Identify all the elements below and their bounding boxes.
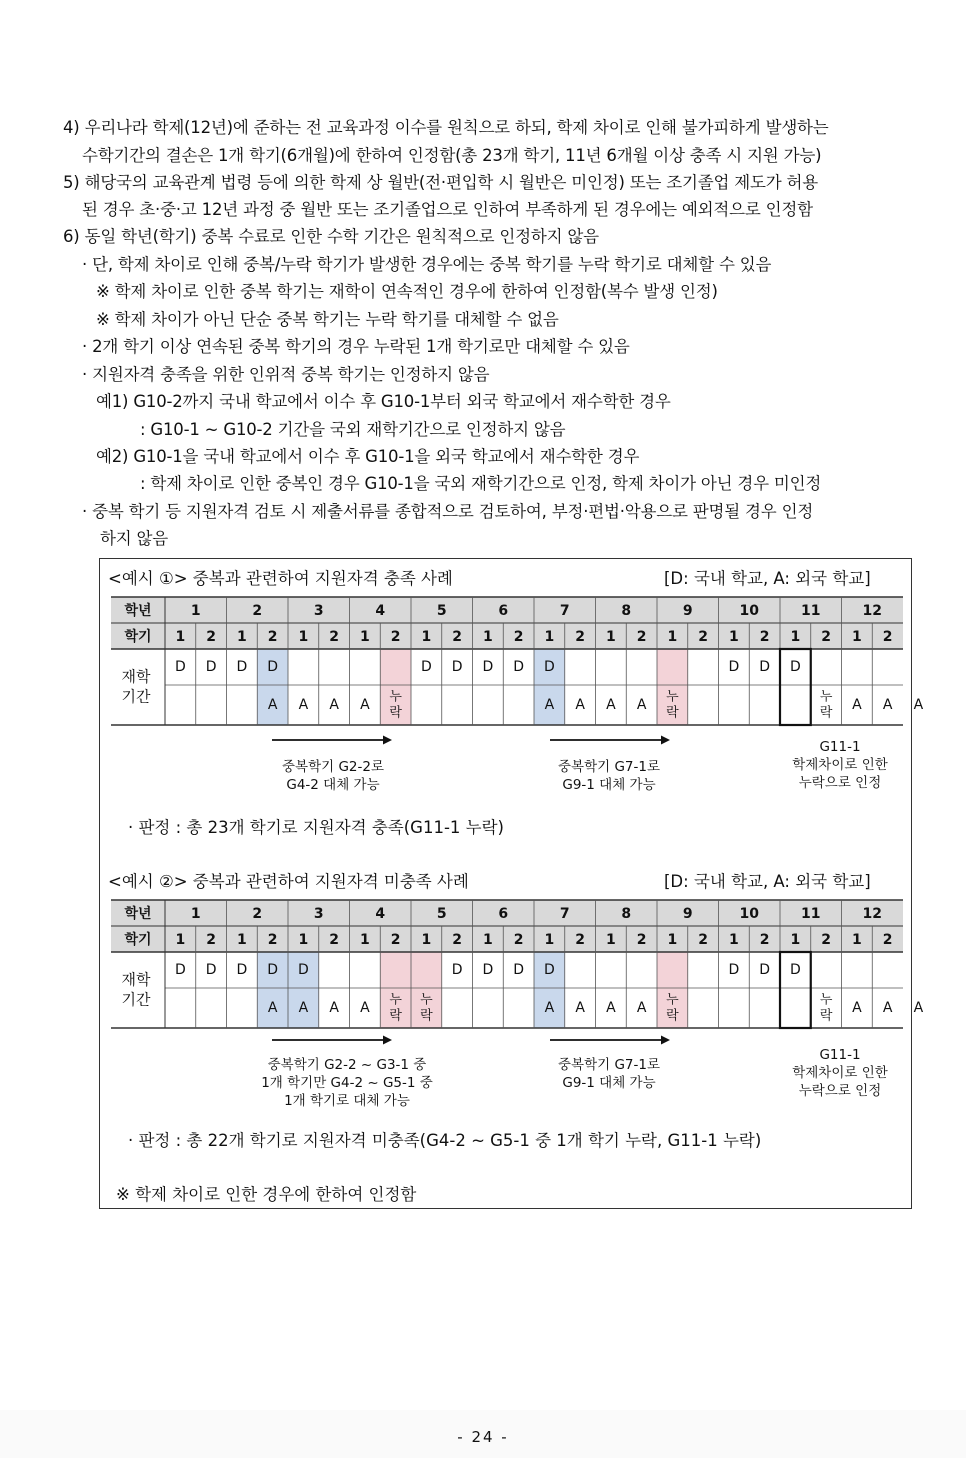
- abroad-mark: A: [298, 697, 309, 713]
- example-2-arrow-2-head: [661, 1036, 670, 1045]
- grade-number: 4: [375, 603, 386, 619]
- missing-mark: 누: [389, 689, 402, 705]
- semester-number: 1: [852, 932, 862, 948]
- domestic-mark: D: [513, 962, 525, 978]
- example-2-legend: [D: 국내 학교, A: 외국 학교]: [664, 872, 871, 891]
- domestic-mark: D: [236, 659, 248, 675]
- semester-number: 1: [175, 629, 186, 645]
- body-line-12: : G10-1 ~ G10-2 기간을 국외 재학기간으로 인정하지 않음: [140, 420, 566, 439]
- example-2-verdict: · 판정 : 총 22개 학기로 지원자격 미충족(G4-2 ~ G5-1 중 1개 학기 누락, G11-1 누락): [128, 1131, 762, 1150]
- domestic-mark: D: [513, 659, 525, 675]
- semester-label: 학기: [124, 629, 152, 645]
- semester-number: 1: [790, 629, 801, 645]
- grade-number: 5: [436, 603, 447, 619]
- domestic-mark: D: [174, 659, 186, 675]
- semester-number: 2: [759, 932, 770, 948]
- semester-number: 1: [237, 932, 247, 948]
- semester-number: 2: [329, 932, 339, 948]
- semester-number: 1: [667, 629, 678, 645]
- domestic-mark: D: [267, 659, 279, 675]
- grade-number: 9: [682, 906, 693, 922]
- example-1-title: <예시 ①> 중복과 관련하여 지원자격 충족 사례: [108, 569, 453, 588]
- domestic-mark: D: [420, 659, 432, 675]
- semester-number: 2: [267, 629, 278, 645]
- domestic-mark: D: [728, 962, 740, 978]
- grade-label: 학년: [124, 603, 152, 619]
- body-line-7: ※ 학제 차이로 인한 중복 학기는 재학이 연속적인 경우에 한하여 인정함(복수 발생 인정): [96, 282, 718, 301]
- grade-number: 11: [801, 906, 821, 922]
- abroad-mark: A: [575, 1000, 585, 1016]
- body-line-8: ※ 학제 차이가 아닌 단순 중복 학기는 누락 학기를 대체할 수 없음: [96, 310, 559, 329]
- semester-label: 학기: [124, 932, 152, 948]
- abroad-mark: A: [298, 1000, 309, 1016]
- abroad-mark: A: [329, 1000, 339, 1016]
- footnote: ※ 학제 차이로 인한 경우에 한하여 인정함: [116, 1185, 417, 1204]
- semester-number: 1: [606, 629, 616, 645]
- missing-mark: 누: [819, 992, 833, 1008]
- enrolled-label: 재학: [121, 667, 151, 686]
- grade-number: 7: [559, 906, 570, 922]
- semester-number: 2: [759, 629, 770, 645]
- example-2-caption-1: 중복학기 G2-2 ~ G3-1 중 1개 학기만 G4-2 ~ G5-1 중 1개 학기로 대체 가능: [261, 1057, 433, 1109]
- missing-mark: 락: [666, 1008, 679, 1024]
- semester-number: 1: [483, 932, 493, 948]
- example-2-title: <예시 ②> 중복과 관련하여 지원자격 미충족 사례: [108, 872, 469, 891]
- missing-mark: 누: [389, 992, 402, 1008]
- grade-number: 2: [252, 603, 263, 619]
- grade-label: 학년: [124, 906, 152, 922]
- semester-number: 2: [575, 629, 585, 645]
- grade-number: 6: [498, 603, 509, 619]
- semester-number: 2: [821, 932, 831, 948]
- body-line-16: 하지 않음: [100, 529, 169, 548]
- page-number: - 24 -: [457, 1428, 509, 1446]
- body-line-9: · 2개 학기 이상 연속된 중복 학기의 경우 누락된 1개 학기로만 대체할 수 있음: [82, 337, 630, 356]
- abroad-mark: A: [267, 1000, 278, 1016]
- domestic-mark: D: [759, 962, 771, 978]
- semester-number: 1: [360, 629, 370, 645]
- grade-number: 9: [682, 603, 693, 619]
- grade-number: 12: [862, 603, 882, 619]
- example-1-arrow-2-head: [661, 736, 670, 745]
- semester-number: 1: [544, 932, 555, 948]
- missing-mark: 누: [666, 689, 679, 705]
- semester-number: 2: [206, 629, 216, 645]
- grade-number: 8: [621, 906, 632, 922]
- domestic-mark: D: [482, 659, 494, 675]
- domestic-mark: D: [451, 962, 463, 978]
- semester-number: 1: [298, 629, 309, 645]
- missing-mark: 누: [666, 992, 679, 1008]
- abroad-mark: A: [882, 697, 893, 713]
- abroad-mark: A: [606, 697, 616, 713]
- body-line-14: : 학제 차이로 인한 중복인 경우 G10-1을 국외 재학기간으로 인정, 학제 차이가 아닌 경우 미인정: [140, 474, 822, 493]
- grade-number: 11: [801, 603, 821, 619]
- semester-number: 1: [852, 629, 862, 645]
- semester-number: 1: [544, 629, 555, 645]
- domestic-mark: D: [174, 962, 186, 978]
- example-1-legend: [D: 국내 학교, A: 외국 학교]: [664, 569, 871, 588]
- domestic-mark: D: [236, 962, 248, 978]
- missing-mark: 락: [819, 705, 833, 721]
- semester-number: 2: [882, 629, 893, 645]
- example-2-arrow-1-head: [383, 1036, 392, 1045]
- grade-number: 1: [190, 906, 201, 922]
- semester-number: 1: [790, 932, 801, 948]
- semester-number: 1: [421, 629, 432, 645]
- abroad-mark: A: [544, 1000, 555, 1016]
- semester-number: 2: [575, 932, 585, 948]
- domestic-mark: D: [482, 962, 494, 978]
- domestic-mark: D: [205, 962, 217, 978]
- abroad-mark: A: [913, 1000, 924, 1016]
- abroad-mark: A: [852, 697, 862, 713]
- example-2-caption-3: G11-1 학제차이로 인한 누락으로 인정: [792, 1047, 888, 1099]
- body-line-5: 6) 동일 학년(학기) 중복 수료로 인한 수학 기간은 원칙적으로 인정하지 않음: [63, 227, 599, 246]
- grade-number: 5: [436, 906, 447, 922]
- abroad-mark: A: [575, 697, 585, 713]
- example-1-caption-3: G11-1 학제차이로 인한 누락으로 인정: [792, 739, 888, 791]
- semester-number: 1: [298, 932, 309, 948]
- semester-number: 2: [513, 932, 524, 948]
- semester-number: 1: [483, 629, 493, 645]
- domestic-mark: D: [728, 659, 740, 675]
- semester-number: 1: [606, 932, 616, 948]
- missing-mark: 락: [389, 1008, 402, 1024]
- grade-number: 12: [862, 906, 882, 922]
- semester-number: 2: [513, 629, 524, 645]
- abroad-mark: A: [267, 697, 278, 713]
- grade-number: 10: [739, 603, 759, 619]
- body-line-4: 된 경우 초·중·고 12년 과정 중 월반 또는 조기졸업으로 인하여 부족하게 된 경우에는 예외적으로 인정함: [82, 200, 813, 219]
- domestic-mark: D: [205, 659, 217, 675]
- semester-number: 2: [390, 932, 401, 948]
- enrolled-label: 기간: [121, 687, 151, 706]
- body-line-2: 수학기간의 결손은 1개 학기(6개월)에 한하여 인정함(총 23개 학기, 11년 6개월 이상 충족 시 지원 가능): [82, 146, 822, 165]
- missing-mark: 락: [389, 705, 402, 721]
- semester-number: 2: [452, 629, 462, 645]
- missing-mark: 락: [420, 1008, 433, 1024]
- abroad-mark: A: [606, 1000, 616, 1016]
- grade-number: 10: [739, 906, 759, 922]
- semester-number: 2: [698, 629, 708, 645]
- semester-number: 1: [729, 629, 739, 645]
- body-line-10: · 지원자격 충족을 위한 인위적 중복 학기는 인정하지 않음: [82, 365, 490, 384]
- grade-number: 7: [559, 603, 570, 619]
- body-line-15: · 중복 학기 등 지원자격 검토 시 제출서류를 종합적으로 검토하여, 부정·편법·악용으로 판명될 경우 인정: [82, 502, 814, 521]
- semester-number: 1: [360, 932, 370, 948]
- enrolled-label: 기간: [121, 990, 151, 1009]
- semester-number: 2: [821, 629, 831, 645]
- semester-number: 2: [329, 629, 339, 645]
- missing-mark: 락: [666, 705, 679, 721]
- semester-number: 2: [636, 629, 647, 645]
- domestic-mark: D: [297, 962, 309, 978]
- semester-number: 2: [698, 932, 708, 948]
- example-1-arrow-1-head: [383, 736, 392, 745]
- abroad-mark: A: [544, 697, 555, 713]
- semester-number: 2: [390, 629, 401, 645]
- domestic-mark: D: [759, 659, 771, 675]
- semester-number: 2: [267, 932, 278, 948]
- example-1-caption-1: 중복학기 G2-2로 G4-2 대체 가능: [281, 759, 385, 793]
- missing-mark: 락: [819, 1008, 833, 1024]
- example-1-caption-2: 중복학기 G7-1로 G9-1 대체 가능: [557, 759, 661, 793]
- body-line-13: 예2) G10-1을 국내 학교에서 이수 후 G10-1을 외국 학교에서 재수학한 경우: [96, 447, 640, 466]
- semester-number: 1: [421, 932, 432, 948]
- semester-number: 1: [175, 932, 186, 948]
- semester-number: 1: [729, 932, 739, 948]
- grade-number: 6: [498, 906, 509, 922]
- abroad-mark: A: [360, 1000, 370, 1016]
- abroad-mark: A: [882, 1000, 893, 1016]
- domestic-mark: D: [267, 962, 279, 978]
- grade-number: 3: [313, 603, 324, 619]
- enrolled-label: 재학: [121, 970, 151, 989]
- missing-mark: 누: [819, 689, 833, 705]
- grade-number: 2: [252, 906, 263, 922]
- abroad-mark: A: [636, 1000, 647, 1016]
- semester-number: 2: [636, 932, 647, 948]
- semester-number: 1: [237, 629, 247, 645]
- body-line-3: 5) 해당국의 교육관계 법령 등에 의한 학제 상 월반(전·편입학 시 월반은 미인정) 또는 조기졸업 제도가 허용: [63, 173, 819, 192]
- grade-number: 4: [375, 906, 386, 922]
- domestic-mark: D: [543, 962, 555, 978]
- semester-number: 2: [206, 932, 216, 948]
- domestic-mark: D: [543, 659, 555, 675]
- semester-number: 2: [882, 932, 893, 948]
- grade-number: 8: [621, 603, 632, 619]
- semester-number: 1: [667, 932, 678, 948]
- domestic-mark: D: [789, 962, 801, 978]
- example-1-verdict: · 판정 : 총 23개 학기로 지원자격 충족(G11-1 누락): [128, 818, 504, 837]
- abroad-mark: A: [329, 697, 339, 713]
- body-line-11: 예1) G10-2까지 국내 학교에서 이수 후 G10-1부터 외국 학교에서 재수학한 경우: [96, 392, 671, 411]
- grade-number: 3: [313, 906, 324, 922]
- body-line-1: 4) 우리나라 학제(12년)에 준하는 전 교육과정 이수를 원칙으로 하되, 학제 차이로 인해 불가피하게 발생하는: [63, 118, 829, 137]
- body-line-6: · 단, 학제 차이로 인해 중복/누락 학기가 발생한 경우에는 중복 학기를 누락 학기로 대체할 수 있음: [82, 255, 772, 274]
- grade-number: 1: [190, 603, 201, 619]
- abroad-mark: A: [852, 1000, 862, 1016]
- domestic-mark: D: [789, 659, 801, 675]
- abroad-mark: A: [360, 697, 370, 713]
- example-2-caption-2: 중복학기 G7-1로 G9-1 대체 가능: [557, 1057, 661, 1091]
- semester-number: 2: [452, 932, 462, 948]
- abroad-mark: A: [913, 697, 924, 713]
- abroad-mark: A: [636, 697, 647, 713]
- domestic-mark: D: [451, 659, 463, 675]
- missing-mark: 누: [420, 992, 433, 1008]
